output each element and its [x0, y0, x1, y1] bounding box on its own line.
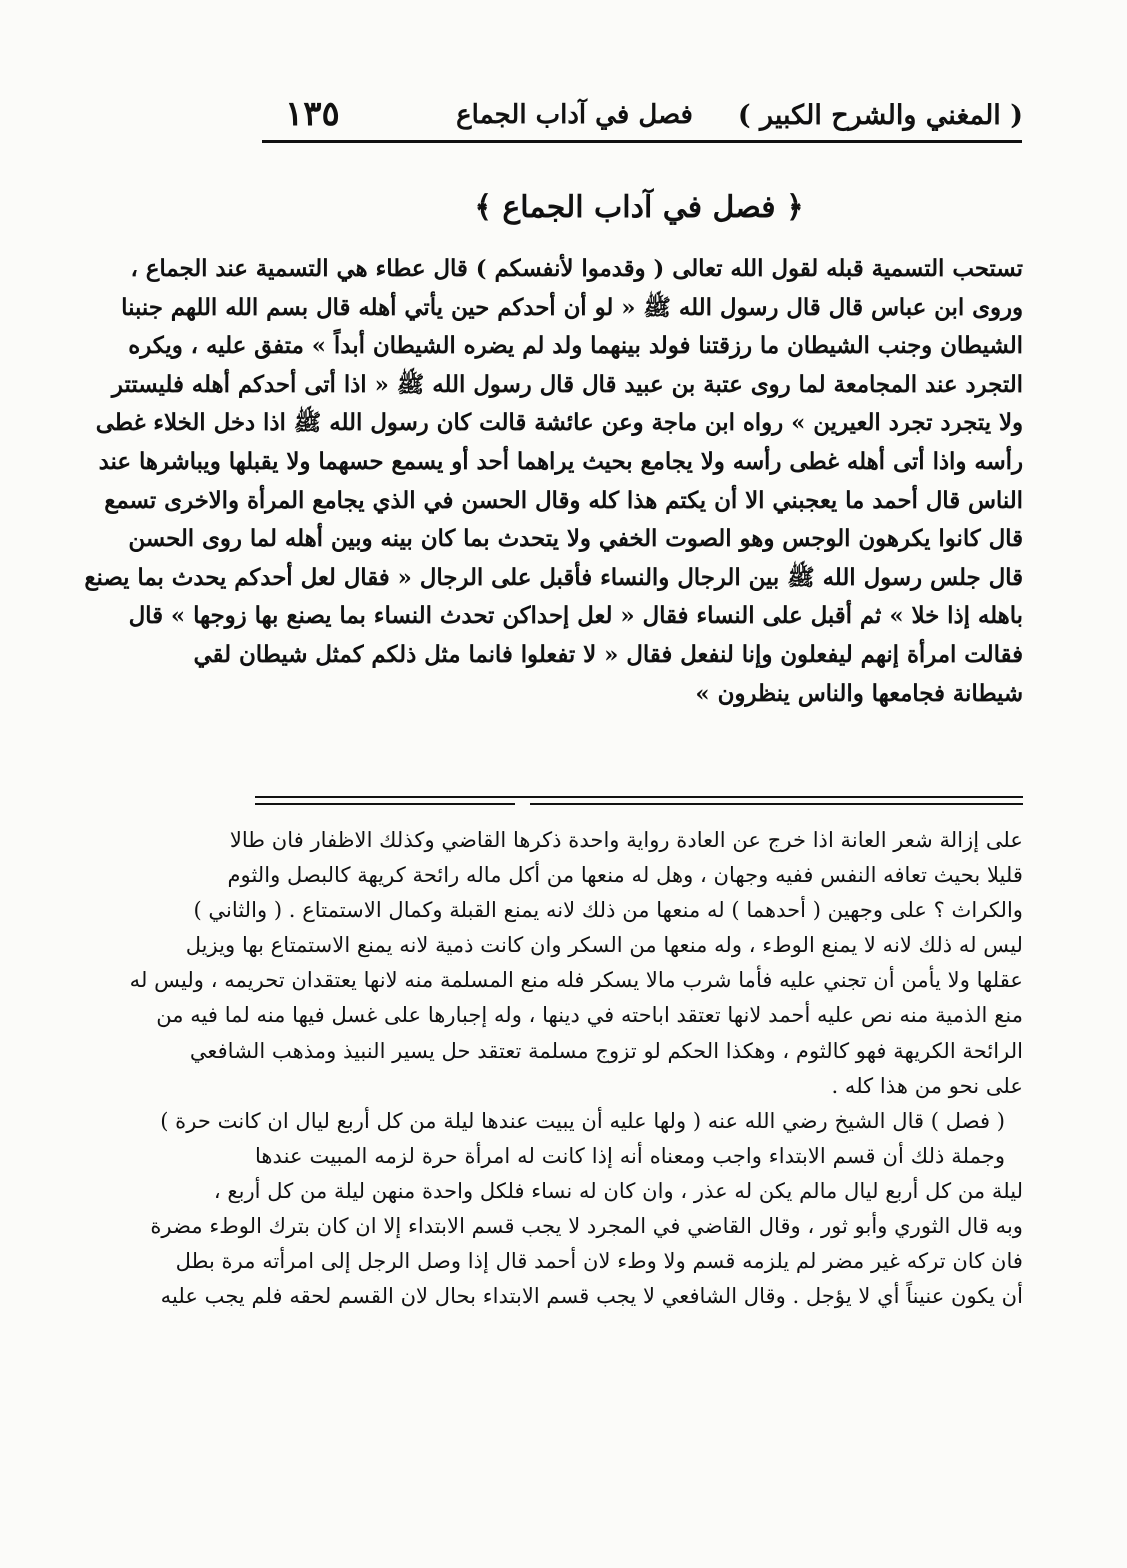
header-rule: [262, 140, 1022, 143]
commentary-text: [129, 822, 1023, 1313]
page-header: [255, 92, 1023, 142]
commentary-line: قليلا بحيث تعافه النفس ففيه وجهان ، وهل له منعها من أكل ماله رائحة كريهة كالبصل والثوم: [227, 862, 1023, 888]
commentary-line: أن يكون عنيناً أي لا يؤجل . وقال الشافعي لا يجب قسم الابتداء بحال لان القسم لحقه فلم يجب عليه: [160, 1283, 1023, 1309]
commentary-line: وجملة ذلك أن قسم الابتداء واجب ومعناه أنه إذا كانت له امرأة حرة لزمه المبيت عندها: [255, 1142, 1005, 1168]
commentary-line: على نحو من هذا كله .: [831, 1072, 1023, 1098]
commentary-line: ليلة من كل أربع ليال مالم يكن له عذر ، وان كان له نساء فلكل واحدة منهن ليلة من كل أربع ،: [213, 1177, 1023, 1203]
commentary-line: والكراث ؟ على وجهين ( أحدهما ) له منعها من ذلك لانه يمنع القبلة وكمال الاستمتاع . ( والثاني ): [193, 897, 1023, 923]
main-text-line: ولا يتجرد تجرد العيرين » رواه ابن ماجة وعن عائشة قالت كان رسول الله ﷺ اذا دخل الخلاء غطى: [95, 410, 1023, 437]
running-head-chapter-title: فصل في آداب الجماع: [456, 100, 693, 130]
main-text-line: رأسه واذا أتى أهله غطى رأسه ولا يجامع بحيث يراهما أحد أو يسمع حسهما ولا يقبلها ويباشرها عند: [98, 448, 1023, 475]
commentary-line: فان كان تركه غير مضر لم يلزمه قسم ولا وطء لان أحمد قال إذا وصل الرجل إلى امرأته مرة بطل: [175, 1248, 1023, 1274]
running-head-book-title: ( المغني والشرح الكبير ): [737, 100, 1023, 131]
commentary-line: وبه قال الثوري وأبو ثور ، وقال القاضي في المجرد لا يجب قسم الابتداء إلا ان كان بترك الوطء مضرة: [150, 1213, 1023, 1239]
divider-line: [255, 796, 1023, 798]
main-text-line: وروى ابن عباس قال قال رسول الله ﷺ « لو أن أحدكم حين يأتي أهله قال بسم الله اللهم جنبنا: [121, 294, 1023, 321]
commentary-line: منع الذمية منه نص عليه أحمد لانها تعتقد اباحته في دينها ، وله إجبارها على غسل فيها منه لما فيه من: [156, 1002, 1023, 1028]
main-text-line: فقالت امرأة إنهم ليفعلون وإنا لنفعل فقال « لا تفعلوا فانما مثل ذلكم كمثل شيطان لقي: [193, 641, 1023, 668]
commentary-line: عقلها ولا يأمن أن تجني عليه فأما شرب مالا يسكر فله منع المسلمة منه لانها يعتقدان تحريمه ، وليس له: [129, 967, 1023, 993]
commentary-line: ( فصل ) قال الشيخ رضي الله عنه ( ولها عليه أن يبيت عندها ليلة من كل أربع ليال ان كانت حرة ): [160, 1107, 1005, 1133]
section-title: ﴿ فصل في آداب الجماع ﴾: [474, 190, 804, 225]
main-text-line: باهله إذا خلا » ثم أقبل على النساء فقال « لعل إحداكن تحدث النساء بما يصنع بها زوجها » قال: [128, 603, 1023, 630]
commentary-line: ليس له ذلك لانه لا يمنع الوطء ، وله منعها من السكر وان كانت ذمية لانه يمنع الاستمتاع بها ويزيل: [185, 932, 1023, 958]
main-text: [84, 250, 1023, 713]
commentary-line: على إزالة شعر العانة اذا خرج عن العادة رواية واحدة ذكرها القاضي وكذلك الاظفار فان طالا: [229, 827, 1023, 852]
main-text-line: شيطانة فجامعها والناس ينظرون »: [695, 680, 1023, 707]
main-text-line: تستحب التسمية قبله لقول الله تعالى ( وقدموا لأنفسكم ) قال عطاء هي التسمية عند الجماع ،: [130, 256, 1023, 282]
commentary-line: الرائحة الكريهة فهو كالثوم ، وهكذا الحكم لو تزوج مسلمة تعتقد حل يسير النبيذ ومذهب الشافعي: [189, 1037, 1023, 1063]
main-text-line: التجرد عند المجامعة لما روى عتبة بن عبيد قال قال رسول الله ﷺ « اذا أتى أحدكم أهله فليستتر: [111, 371, 1023, 398]
main-text-line: قال كانوا يكرهون الوجس وهو الصوت الخفي ولا يتحدث بما كان بينه وبين أهله لما روى الحسن: [128, 526, 1023, 553]
page-number: ١٣٥: [285, 94, 340, 134]
main-text-line: الشيطان وجنب الشيطان ما رزقتنا فولد بينهما ولد لم يضره الشيطان أبداً » متفق عليه ، ويكره: [128, 333, 1023, 360]
main-text-line: قال جلس رسول الله ﷺ بين الرجال والنساء فأقبل على الرجال « فقال لعل أحدكم يحدث بما يصنع: [84, 564, 1023, 591]
divider-line: [530, 803, 1023, 805]
divider-line: [255, 803, 515, 805]
main-text-line: الناس قال أحمد ما يعجبني الا أن يكتم هذا كله وقال الحسن في الذي يجامع المرأة والاخرى تسمع: [104, 487, 1023, 514]
